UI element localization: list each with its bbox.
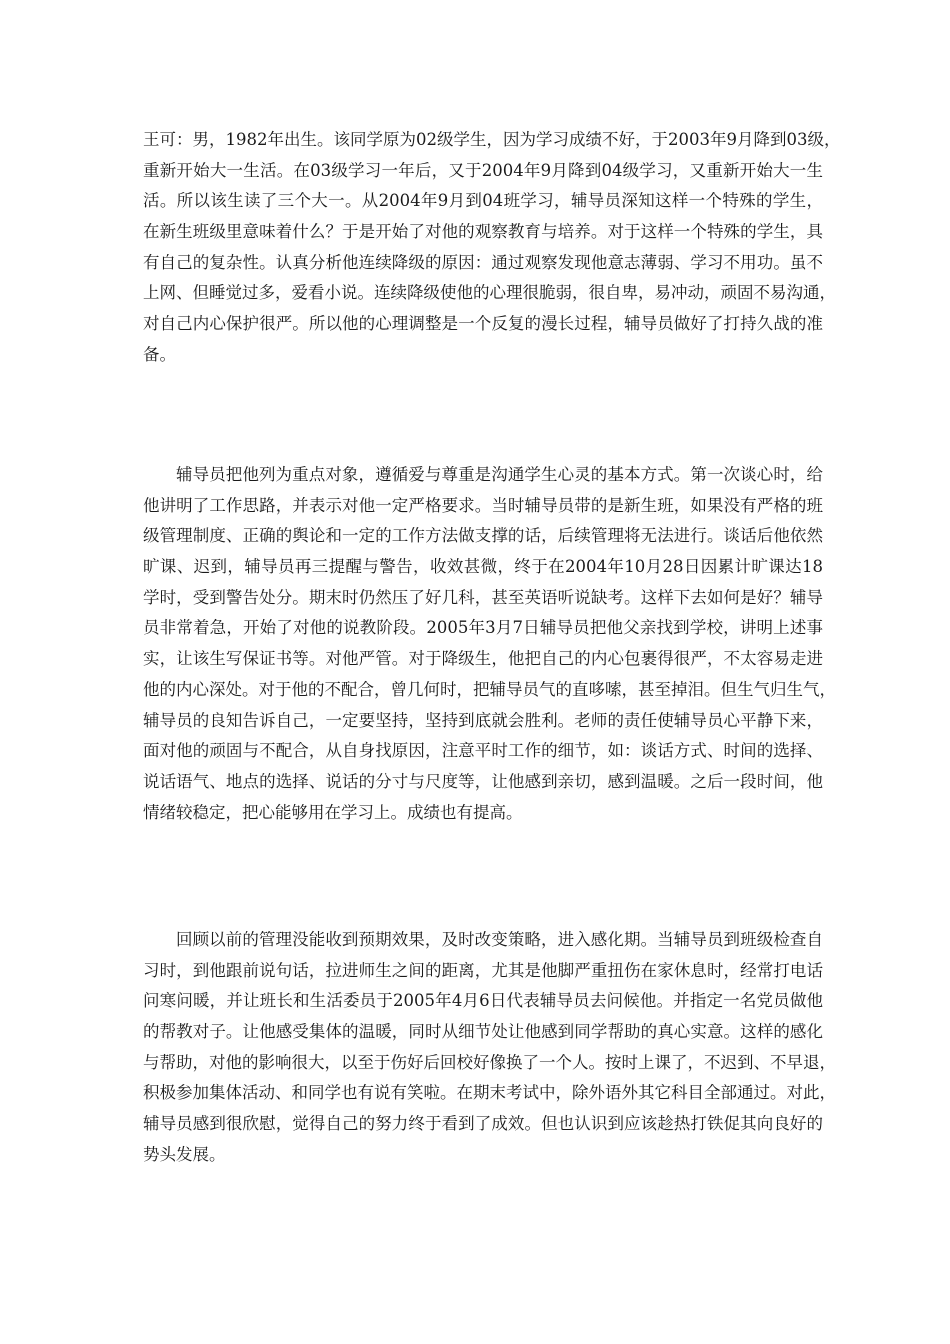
text-line: 活。所以该生读了三个大一。从2004年9月到04班学习，辅导员深知这样一个特殊的学生，	[143, 191, 823, 211]
text-line: 说话语气、地点的选择、说话的分寸与尺度等，让他感到亲切，感到温暖。之后一段时间，他	[143, 771, 823, 791]
text-line: 在新生班级里意味着什么？于是开始了对他的观察教育与培养。对于这样一个特殊的学生，具	[143, 222, 823, 242]
text-line: 对自己内心保护很严。所以他的心理调整是一个反复的漫长过程，辅导员做好了打持久战的准	[143, 314, 823, 334]
text-line: 辅导员把他列为重点对象，遵循爱与尊重是沟通学生心灵的基本方式。第一次谈心时，给	[176, 465, 823, 484]
text-line: 习时，到他跟前说句话，拉进师生之间的距离，尤其是他脚严重扭伤在家休息时，经常打电话	[143, 960, 823, 980]
text-line: 实，让该生写保证书等。对他严管。对于降级生，他把自己的内心包裹得很严，不太容易走进	[143, 649, 823, 669]
text-line: 情绪较稳定，把心能够用在学习上。成绩也有提高。	[143, 802, 523, 822]
text-line: 与帮助，对他的影响很大，以至于伤好后回校好像换了一个人。按时上课了，不迟到、不早退，	[143, 1052, 836, 1072]
paragraph-3	[143, 925, 836, 1171]
text-line: 备。	[143, 344, 176, 364]
paragraph-1	[143, 125, 841, 371]
text-line: 的帮教对子。让他感受集体的温暖，同时从细节处让他感到同学帮助的真心实意。这样的感化	[143, 1022, 823, 1042]
text-line: 问寒问暖，并让班长和生活委员于2005年4月6日代表辅导员去问候他。并指定一名党员做他	[143, 991, 823, 1011]
text-line: 回顾以前的管理没能收到预期效果，及时改变策略，进入感化期。当辅导员到班级检查自	[176, 930, 823, 949]
text-line: 重新开始大一生活。在03级学习一年后，又于2004年9月降到04级学习，又重新开始大一生	[143, 160, 823, 180]
text-line: 他讲明了工作思路，并表示对他一定严格要求。当时辅导员带的是新生班，如果没有严格的班	[143, 495, 823, 515]
text-line: 学时，受到警告处分。期末时仍然压了好几科，甚至英语听说缺考。这样下去如何是好？辅导	[143, 587, 823, 607]
text-line: 有自己的复杂性。认真分析他连续降级的原因：通过观察发现他意志薄弱、学习不用功。虽不	[143, 252, 823, 272]
text-line: 级管理制度、正确的舆论和一定的工作方法做支撑的话，后续管理将无法进行。谈话后他依然	[143, 526, 823, 546]
paragraph-2	[143, 460, 836, 828]
text-line: 面对他的顽固与不配合，从自身找原因，注意平时工作的细节，如：谈话方式、时间的选择、	[143, 741, 823, 761]
text-line: 他的内心深处。对于他的不配合，曾几何时，把辅导员气的直哆嗦，甚至掉泪。但生气归生气，	[143, 679, 836, 699]
text-line: 辅导员感到很欣慰，觉得自己的努力终于看到了成效。但也认识到应该趁热打铁促其向良好的	[143, 1114, 823, 1134]
text-line: 王可：男，1982年出生。该同学原为02级学生，因为学习成绩不好，于2003年9月降到03级，	[143, 130, 841, 149]
text-line: 势头发展。	[143, 1144, 226, 1164]
text-line: 上网、但睡觉过多，爱看小说。连续降级使他的心理很脆弱，很自卑，易冲动，顽固不易沟通，	[143, 283, 836, 303]
text-line: 辅导员的良知告诉自己，一定要坚持，坚持到底就会胜利。老师的责任使辅导员心平静下来，	[143, 710, 823, 730]
text-line: 积极参加集体活动、和同学也有说有笑啦。在期末考试中，除外语外其它科目全部通过。对此，	[143, 1083, 836, 1103]
text-line: 员非常着急，开始了对他的说教阶段。2005年3月7日辅导员把他父亲找到学校，讲明上述事	[143, 618, 823, 638]
text-line: 旷课、迟到，辅导员再三提醒与警告，收效甚微，终于在2004年10月28日因累计旷课达18	[143, 557, 823, 577]
